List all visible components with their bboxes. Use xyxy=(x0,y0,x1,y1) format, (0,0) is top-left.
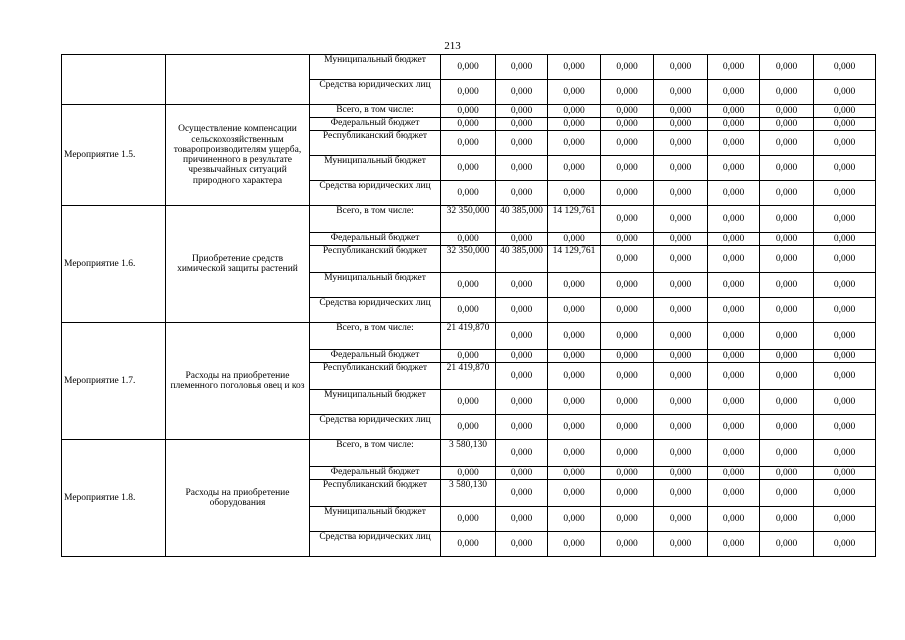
measure-label: Мероприятие 1.8. xyxy=(62,440,166,557)
funding-source: Муниципальный бюджет xyxy=(310,273,441,298)
value-cell: 0,000 xyxy=(548,105,601,118)
value-cell: 0,000 xyxy=(548,156,601,181)
funding-source: Всего, в том числе: xyxy=(310,206,441,233)
value-cell: 0,000 xyxy=(548,131,601,156)
value-cell: 0,000 xyxy=(441,131,496,156)
value-cell: 32 350,000 xyxy=(441,246,496,273)
value-cell: 0,000 xyxy=(760,532,814,557)
value-cell: 0,000 xyxy=(654,415,708,440)
value-cell: 0,000 xyxy=(654,156,708,181)
funding-source: Республиканский бюджет xyxy=(310,131,441,156)
value-cell: 0,000 xyxy=(601,363,654,390)
value-cell: 0,000 xyxy=(601,156,654,181)
value-cell: 0,000 xyxy=(601,206,654,233)
value-cell: 0,000 xyxy=(708,273,760,298)
value-cell: 0,000 xyxy=(441,298,496,323)
value-cell: 0,000 xyxy=(814,390,876,415)
value-cell: 0,000 xyxy=(601,390,654,415)
value-cell: 0,000 xyxy=(496,273,548,298)
value-cell: 0,000 xyxy=(654,440,708,467)
value-cell: 0,000 xyxy=(760,350,814,363)
value-cell: 0,000 xyxy=(496,118,548,131)
table-row xyxy=(62,55,876,80)
funding-source: Всего, в том числе: xyxy=(310,323,441,350)
value-cell: 0,000 xyxy=(760,206,814,233)
value-cell: 0,000 xyxy=(760,273,814,298)
funding-source: Средства юридических лиц xyxy=(310,415,441,440)
funding-source: Средства юридических лиц xyxy=(310,532,441,557)
value-cell: 0,000 xyxy=(548,80,601,105)
value-cell: 0,000 xyxy=(760,480,814,507)
table-row xyxy=(62,105,876,118)
value-cell: 0,000 xyxy=(708,118,760,131)
value-cell: 0,000 xyxy=(601,181,654,206)
value-cell: 0,000 xyxy=(601,105,654,118)
value-cell: 0,000 xyxy=(496,467,548,480)
value-cell: 0,000 xyxy=(708,415,760,440)
value-cell: 0,000 xyxy=(760,55,814,80)
value-cell: 0,000 xyxy=(760,246,814,273)
value-cell: 0,000 xyxy=(548,350,601,363)
value-cell: 0,000 xyxy=(708,350,760,363)
value-cell: 0,000 xyxy=(760,415,814,440)
value-cell: 0,000 xyxy=(548,233,601,246)
value-cell: 0,000 xyxy=(548,323,601,350)
table-row xyxy=(62,440,876,467)
funding-source: Муниципальный бюджет xyxy=(310,390,441,415)
value-cell: 0,000 xyxy=(760,363,814,390)
value-cell: 0,000 xyxy=(601,440,654,467)
value-cell: 0,000 xyxy=(760,233,814,246)
value-cell: 0,000 xyxy=(496,480,548,507)
value-cell: 0,000 xyxy=(654,507,708,532)
value-cell: 0,000 xyxy=(654,105,708,118)
value-cell: 0,000 xyxy=(601,273,654,298)
value-cell: 0,000 xyxy=(601,480,654,507)
value-cell: 0,000 xyxy=(654,532,708,557)
funding-source: Всего, в том числе: xyxy=(310,440,441,467)
value-cell: 0,000 xyxy=(760,323,814,350)
value-cell: 0,000 xyxy=(654,118,708,131)
value-cell: 0,000 xyxy=(496,298,548,323)
measure-description: Осуществление компенсации сельскохозяйственным товаропроизводителям ущерба, причиненного в результате чрезвычайных ситуаций природного характера xyxy=(166,105,310,206)
value-cell: 0,000 xyxy=(654,480,708,507)
budget-table xyxy=(61,54,876,557)
value-cell: 0,000 xyxy=(601,532,654,557)
value-cell: 0,000 xyxy=(654,467,708,480)
value-cell: 0,000 xyxy=(548,480,601,507)
value-cell: 0,000 xyxy=(601,415,654,440)
value-cell: 0,000 xyxy=(814,467,876,480)
funding-source: Средства юридических лиц xyxy=(310,298,441,323)
value-cell: 14 129,761 xyxy=(548,206,601,233)
value-cell: 0,000 xyxy=(708,80,760,105)
value-cell: 0,000 xyxy=(441,233,496,246)
value-cell: 0,000 xyxy=(601,350,654,363)
value-cell: 0,000 xyxy=(496,55,548,80)
value-cell: 0,000 xyxy=(708,467,760,480)
page-number: 213 xyxy=(444,40,461,52)
value-cell: 0,000 xyxy=(601,55,654,80)
value-cell: 0,000 xyxy=(814,118,876,131)
value-cell: 0,000 xyxy=(496,440,548,467)
value-cell: 0,000 xyxy=(708,55,760,80)
value-cell: 0,000 xyxy=(708,233,760,246)
value-cell: 0,000 xyxy=(814,55,876,80)
value-cell: 0,000 xyxy=(654,181,708,206)
value-cell: 0,000 xyxy=(548,118,601,131)
value-cell: 0,000 xyxy=(548,298,601,323)
value-cell: 0,000 xyxy=(708,298,760,323)
value-cell: 3 580,130 xyxy=(441,440,496,467)
funding-source: Федеральный бюджет xyxy=(310,233,441,246)
value-cell: 0,000 xyxy=(760,507,814,532)
value-cell: 0,000 xyxy=(814,415,876,440)
value-cell: 0,000 xyxy=(601,467,654,480)
value-cell: 0,000 xyxy=(441,415,496,440)
value-cell: 0,000 xyxy=(496,350,548,363)
value-cell: 0,000 xyxy=(548,390,601,415)
measure-label: Мероприятие 1.6. xyxy=(62,206,166,323)
measure-label: Мероприятие 1.5. xyxy=(62,105,166,206)
value-cell: 0,000 xyxy=(548,363,601,390)
value-cell: 0,000 xyxy=(760,390,814,415)
value-cell: 0,000 xyxy=(814,105,876,118)
value-cell: 0,000 xyxy=(814,246,876,273)
funding-source: Федеральный бюджет xyxy=(310,350,441,363)
value-cell: 0,000 xyxy=(760,467,814,480)
value-cell: 0,000 xyxy=(548,181,601,206)
table-row xyxy=(62,323,876,350)
value-cell: 0,000 xyxy=(548,273,601,298)
value-cell: 0,000 xyxy=(548,532,601,557)
value-cell: 0,000 xyxy=(601,507,654,532)
value-cell: 0,000 xyxy=(441,156,496,181)
measure-description: Расходы на приобретение племенного поголовья овец и коз xyxy=(166,323,310,440)
value-cell: 40 385,000 xyxy=(496,246,548,273)
value-cell: 0,000 xyxy=(708,532,760,557)
value-cell: 21 419,870 xyxy=(441,363,496,390)
funding-source: Республиканский бюджет xyxy=(310,480,441,507)
value-cell: 0,000 xyxy=(654,273,708,298)
value-cell: 0,000 xyxy=(441,350,496,363)
value-cell: 0,000 xyxy=(601,246,654,273)
value-cell: 0,000 xyxy=(548,440,601,467)
value-cell: 0,000 xyxy=(601,118,654,131)
value-cell: 0,000 xyxy=(814,440,876,467)
funding-source: Республиканский бюджет xyxy=(310,363,441,390)
value-cell: 0,000 xyxy=(760,105,814,118)
value-cell: 0,000 xyxy=(654,246,708,273)
value-cell: 0,000 xyxy=(441,273,496,298)
value-cell: 0,000 xyxy=(441,507,496,532)
value-cell: 0,000 xyxy=(654,350,708,363)
value-cell: 0,000 xyxy=(814,350,876,363)
funding-source: Всего, в том числе: xyxy=(310,105,441,118)
value-cell: 0,000 xyxy=(760,440,814,467)
value-cell: 0,000 xyxy=(708,323,760,350)
value-cell: 0,000 xyxy=(601,131,654,156)
value-cell: 32 350,000 xyxy=(441,206,496,233)
value-cell: 0,000 xyxy=(708,440,760,467)
description-cell xyxy=(166,55,310,105)
value-cell: 0,000 xyxy=(654,298,708,323)
value-cell: 0,000 xyxy=(548,55,601,80)
funding-source: Федеральный бюджет xyxy=(310,118,441,131)
value-cell: 0,000 xyxy=(496,181,548,206)
value-cell: 0,000 xyxy=(548,507,601,532)
value-cell: 0,000 xyxy=(441,55,496,80)
value-cell: 0,000 xyxy=(814,233,876,246)
value-cell: 0,000 xyxy=(760,181,814,206)
value-cell: 0,000 xyxy=(496,131,548,156)
value-cell: 40 385,000 xyxy=(496,206,548,233)
value-cell: 3 580,130 xyxy=(441,480,496,507)
value-cell: 0,000 xyxy=(814,206,876,233)
value-cell: 0,000 xyxy=(814,480,876,507)
funding-source: Муниципальный бюджет xyxy=(310,55,441,80)
value-cell: 0,000 xyxy=(441,390,496,415)
value-cell: 0,000 xyxy=(708,390,760,415)
value-cell: 0,000 xyxy=(496,105,548,118)
value-cell: 0,000 xyxy=(441,80,496,105)
value-cell: 0,000 xyxy=(496,156,548,181)
value-cell: 0,000 xyxy=(654,206,708,233)
value-cell: 0,000 xyxy=(814,532,876,557)
value-cell: 0,000 xyxy=(708,206,760,233)
value-cell: 0,000 xyxy=(760,80,814,105)
funding-source: Средства юридических лиц xyxy=(310,181,441,206)
value-cell: 0,000 xyxy=(708,507,760,532)
value-cell: 0,000 xyxy=(654,323,708,350)
value-cell: 0,000 xyxy=(814,363,876,390)
table-row xyxy=(62,206,876,233)
value-cell: 0,000 xyxy=(814,181,876,206)
funding-source: Муниципальный бюджет xyxy=(310,507,441,532)
value-cell: 0,000 xyxy=(601,323,654,350)
value-cell: 0,000 xyxy=(654,390,708,415)
funding-source: Федеральный бюджет xyxy=(310,467,441,480)
value-cell: 0,000 xyxy=(496,507,548,532)
value-cell: 0,000 xyxy=(654,233,708,246)
value-cell: 0,000 xyxy=(548,467,601,480)
value-cell: 0,000 xyxy=(496,363,548,390)
value-cell: 0,000 xyxy=(601,80,654,105)
value-cell: 0,000 xyxy=(496,532,548,557)
value-cell: 0,000 xyxy=(654,363,708,390)
value-cell: 0,000 xyxy=(496,390,548,415)
value-cell: 0,000 xyxy=(814,298,876,323)
value-cell: 0,000 xyxy=(760,118,814,131)
value-cell: 0,000 xyxy=(601,233,654,246)
value-cell: 0,000 xyxy=(708,181,760,206)
value-cell: 0,000 xyxy=(441,118,496,131)
value-cell: 0,000 xyxy=(760,131,814,156)
measure-label: Мероприятие 1.7. xyxy=(62,323,166,440)
value-cell: 0,000 xyxy=(814,80,876,105)
value-cell: 0,000 xyxy=(814,273,876,298)
value-cell: 0,000 xyxy=(496,323,548,350)
value-cell: 0,000 xyxy=(708,105,760,118)
value-cell: 0,000 xyxy=(654,131,708,156)
measure-cell xyxy=(62,55,166,105)
value-cell: 0,000 xyxy=(814,507,876,532)
value-cell: 0,000 xyxy=(654,80,708,105)
funding-source: Муниципальный бюджет xyxy=(310,156,441,181)
value-cell: 21 419,870 xyxy=(441,323,496,350)
value-cell: 0,000 xyxy=(654,55,708,80)
value-cell: 0,000 xyxy=(496,80,548,105)
value-cell: 0,000 xyxy=(601,298,654,323)
value-cell: 0,000 xyxy=(814,131,876,156)
value-cell: 0,000 xyxy=(441,532,496,557)
funding-source: Республиканский бюджет xyxy=(310,246,441,273)
value-cell: 0,000 xyxy=(708,156,760,181)
value-cell: 0,000 xyxy=(708,131,760,156)
value-cell: 14 129,761 xyxy=(548,246,601,273)
value-cell: 0,000 xyxy=(708,363,760,390)
value-cell: 0,000 xyxy=(441,467,496,480)
value-cell: 0,000 xyxy=(814,156,876,181)
value-cell: 0,000 xyxy=(441,181,496,206)
value-cell: 0,000 xyxy=(814,323,876,350)
value-cell: 0,000 xyxy=(708,246,760,273)
value-cell: 0,000 xyxy=(708,480,760,507)
value-cell: 0,000 xyxy=(760,156,814,181)
value-cell: 0,000 xyxy=(548,415,601,440)
value-cell: 0,000 xyxy=(760,298,814,323)
funding-source: Средства юридических лиц xyxy=(310,80,441,105)
value-cell: 0,000 xyxy=(441,105,496,118)
measure-description: Расходы на приобретение оборудования xyxy=(166,440,310,557)
value-cell: 0,000 xyxy=(496,233,548,246)
value-cell: 0,000 xyxy=(496,415,548,440)
measure-description: Приобретение средств химической защиты растений xyxy=(166,206,310,323)
